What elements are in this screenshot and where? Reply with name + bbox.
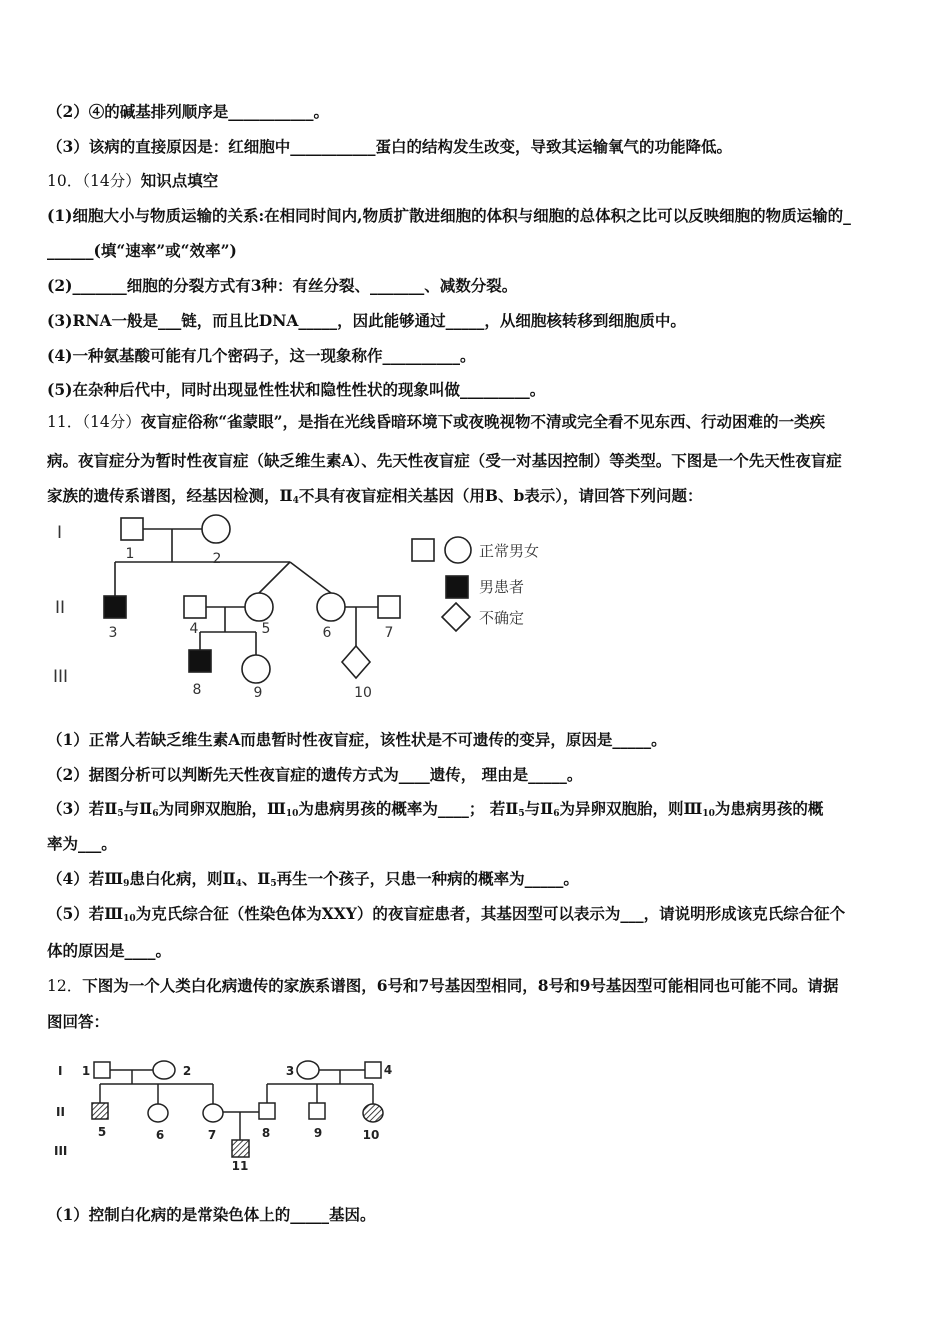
ped-III9-female (242, 655, 270, 683)
q11-number: 11．（14分） (47, 413, 141, 431)
ped12-id-10: 10 (362, 1128, 380, 1142)
ped-ids (109, 546, 394, 701)
q10-sub4: (4)一种氨基酸可能有几个密码子，这一现象称作__________。 (47, 346, 476, 365)
ped12-II9-male (309, 1103, 325, 1119)
ped-id-8: 8 (192, 682, 202, 698)
ped-generation-labels (53, 523, 68, 687)
q12-heading (47, 976, 838, 996)
ped-id-9: 9 (253, 685, 263, 701)
ped-legend-labels (479, 542, 539, 627)
ped-III10-uncertain (342, 646, 370, 678)
ped-id-2: 2 (212, 551, 222, 567)
q10-heading (47, 171, 218, 191)
ped12-I2-female (153, 1061, 175, 1079)
legend-label-affected: 男患者 (479, 578, 525, 596)
ped-II3-affected-male (104, 596, 126, 618)
ped12-id-3: 3 (285, 1064, 295, 1078)
ped12-id-9: 9 (313, 1126, 323, 1140)
ped12-III11-affected-male (232, 1140, 249, 1157)
ped-III8-affected-male (189, 650, 211, 672)
q12-pedigree-figure (50, 1050, 410, 1175)
ped12-I1-male (94, 1062, 110, 1078)
q12-intro-line1: 下图为一个人类白化病遗传的家族系谱图，6号和7号基因型相同，8号和9号基因型可能相同也可能不同。请据 (82, 976, 839, 995)
ped12-I3-female (297, 1061, 319, 1079)
ped12-gen-II: II (56, 1105, 65, 1119)
q9-part2: （2）④的碱基排列顺序是___________。 (47, 102, 330, 121)
ped12-generation-labels (54, 1064, 67, 1158)
ped-gen-III: III (53, 667, 69, 687)
q11-part5-line1: （5）若$Ⅲ_{10}$为克氏综合征（性染色体为XXY）的夜盲症患者，其基因型可以表示为___，请说明形成该克氏综合征个 (47, 904, 846, 924)
ped12-id-1: 1 (81, 1064, 91, 1078)
ped12-id-6: 6 (155, 1128, 165, 1142)
ped12-id-2: 2 (182, 1064, 192, 1078)
ped12-id-5: 5 (97, 1125, 107, 1139)
q11-part5-line2: 体的原因是____。 (47, 941, 172, 960)
q10-sub1-line1: (1)细胞大小与物质运输的关系:在相同时间内,物质扩散进细胞的体积与细胞的总体积之比可以反映细胞的物质运输的_ (47, 206, 851, 225)
ped-I1-male (121, 518, 143, 540)
q11-part2: （2）据图分析可以判断先天性夜盲症的遗传方式为____遗传， 理由是_____。 (47, 765, 583, 784)
legend-uncertain (442, 603, 470, 631)
q11-intro-line2: 病。夜盲症分为暂时性夜盲症（缺乏维生素A）、先天性夜盲症（受一对基因控制）等类型。下图是一个先天性夜盲症 (47, 451, 842, 470)
ped-gen-I: I (57, 523, 63, 543)
ped-II5-female (245, 593, 273, 621)
ped12-I4-male (365, 1062, 381, 1078)
q11-part3-line1: （3）若$Ⅱ_5$与$Ⅱ_6$为同卵双胞胎，$Ⅲ_{10}$为患病男孩的概率为____； 若$Ⅱ_5$与$Ⅱ_6$为异卵双胞胎，则$Ⅲ_{10}$为患病男孩的概 (47, 799, 824, 819)
q10-sub1-line2: ______(填“速率”或“效率”) (47, 241, 237, 260)
q11-intro-line1: 夜盲症俗称“雀蒙眼”，是指在光线昏暗环境下或夜晚视物不清或完全看不见东西、行动困难的一类疾 (140, 412, 826, 431)
ped12-II7-female (203, 1104, 223, 1122)
q10-number: 10．（14分） (47, 172, 141, 190)
legend-normal-male (412, 539, 434, 561)
q12-number: 12． (47, 977, 83, 995)
ped12-id-8: 8 (261, 1126, 271, 1140)
q12-part1: （1）控制白化病的是常染色体上的_____基因。 (47, 1205, 376, 1224)
ped12-gen-I: I (58, 1064, 63, 1078)
ped-I2-female (202, 515, 230, 543)
q10-title: 知识点填空 (140, 171, 219, 190)
ped-id-10: 10 (354, 685, 372, 701)
ped-II7-male (378, 596, 400, 618)
ped-id-3: 3 (108, 625, 118, 641)
q10-sub5: (5)在杂种后代中，同时出现显性性状和隐性性状的现象叫做_________。 (47, 380, 546, 399)
ped12-gen-III: III (54, 1144, 68, 1158)
ped-id-5: 5 (261, 621, 271, 637)
q11-heading (47, 412, 825, 432)
q9-part3: （3）该病的直接原因是：红细胞中___________蛋白的结构发生改变，导致其运输氧气的功能降低。 (47, 137, 733, 156)
q12-intro-line2: 图回答： (47, 1012, 110, 1031)
ped-gen-II: II (55, 598, 66, 618)
ped12-II8-male (259, 1103, 275, 1119)
ped12-id-7: 7 (207, 1128, 217, 1142)
q10-sub2: (2)_______细胞的分裂方式有3种：有丝分裂、_______、减数分裂。 (47, 276, 518, 295)
q11-part3-line2: 率为___。 (47, 834, 117, 853)
legend-label-normal: 正常男女 (479, 542, 540, 560)
ped-id-7: 7 (384, 625, 394, 641)
legend-affected-male (446, 576, 468, 598)
ped-II4-male (184, 596, 206, 618)
ped12-II10-affected-female (363, 1104, 383, 1122)
ped-id-4: 4 (189, 621, 199, 637)
ped12-id-11: 11 (231, 1159, 249, 1173)
q11-intro-line3: 家族的遗传系谱图，经基因检测，$Ⅱ_4$不具有夜盲症相关基因（用B、b表示），请回答下列问题： (47, 486, 703, 506)
ped12-id-4: 4 (383, 1063, 393, 1077)
legend-normal-female (445, 537, 471, 563)
ped-id-1: 1 (125, 546, 135, 562)
legend-label-uncertain: 不确定 (479, 609, 525, 627)
ped-II6-female (317, 593, 345, 621)
ped-id-6: 6 (322, 625, 332, 641)
q11-part1: （1）正常人若缺乏维生素A而患暂时性夜盲症，该性状是不可遗传的变异，原因是_____。 (47, 730, 667, 749)
q11-pedigree-figure (45, 510, 565, 705)
q10-sub3: (3)RNA一般是___链，而且比DNA_____，因此能够通过_____，从细胞核转移到细胞质中。 (47, 311, 686, 330)
ped12-II6-female (148, 1104, 168, 1122)
ped12-II5-affected-male (92, 1103, 108, 1119)
q11-part4: （4）若$Ⅲ_9$患白化病，则$Ⅱ_4$、$Ⅱ_5$再生一个孩子，只患一种病的概率为_____。 (47, 869, 579, 889)
